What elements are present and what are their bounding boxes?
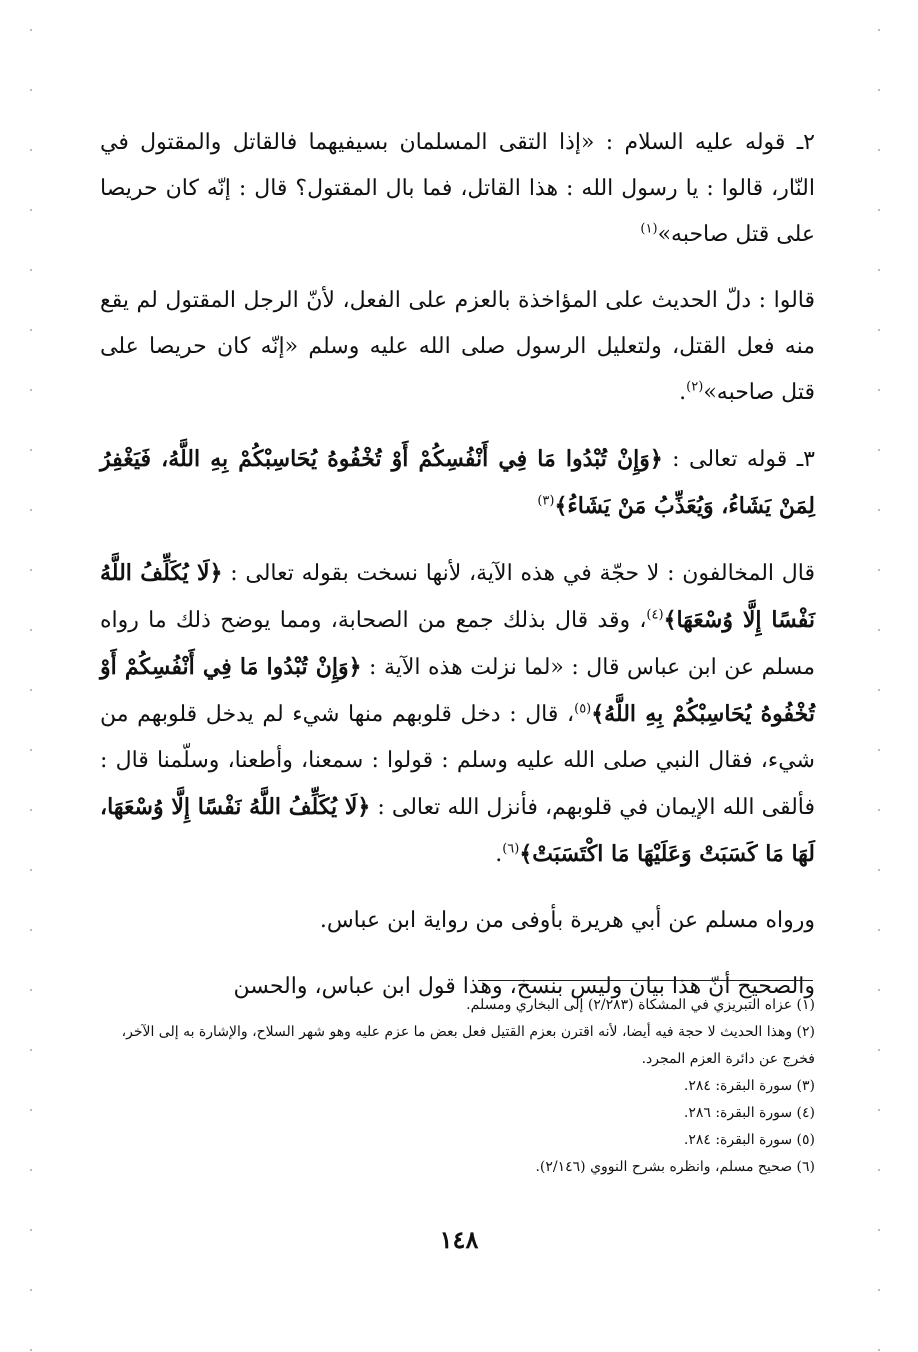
footnote-4: (٤) سورة البقرة: ٢٨٦. xyxy=(683,1105,815,1121)
paragraph-text: . xyxy=(495,842,503,867)
paragraph-text: ٢ـ قوله عليه السلام : «إذا التقى المسلمان بسيفيهما فالقاتل والمقتول في النّار، قالوا : يا رسول الله : هذا القاتل، فما بال المقتول؟ قال : إنّه كان حريصا على قتل صاحبه» xyxy=(100,130,815,247)
scan-margin-dots-left xyxy=(22,0,40,1352)
paragraph-text: ورواه مسلم عن أبي هريرة بأوفى من رواية ابن عباس. xyxy=(319,908,815,933)
paragraph-2 xyxy=(100,278,815,416)
footnote-3: (٣) سورة البقرة: ٢٨٤. xyxy=(683,1078,815,1094)
paragraph-3 xyxy=(100,436,815,530)
paragraph-text: قال المخالفون : لا حجّة في هذه الآية، لأنها نسخت بقوله تعالى : xyxy=(222,561,815,586)
footnote-marker: (٢) xyxy=(686,379,704,395)
quran-verse: ﴿لَا يُكَلِّفُ اللَّهُ نَفْسًا إِلَّا وُسْعَهَا﴾ xyxy=(100,560,815,633)
footnote-2: (٢) وهذا الحديث لا حجة فيه أيضا، لأنه اقترن بعزم القتيل فعل بعض ما عزم عليه وهو شهر السلاح، والإشارة به إلى الآخر، فخرج عن دائرة العزم المجرد. xyxy=(121,1024,815,1067)
page-number: ١٤٨ xyxy=(439,1225,479,1254)
paragraph-text: . xyxy=(679,380,687,405)
quran-verse: ﴿لَا يُكَلِّفُ اللَّهُ نَفْسًا إِلَّا وُسْعَهَا، لَهَا مَا كَسَبَتْ وَعَلَيْهَا مَا اكْتَسَبَتْ﴾ xyxy=(100,794,815,867)
paragraph-text: والصحيح أنّ هذا بيان وليس بنسخ، وهذا قول ابن عباس، والحسن xyxy=(233,974,815,999)
footnote-marker: (٦) xyxy=(502,841,520,857)
footnote-marker: (٤) xyxy=(646,607,664,623)
footnote-6: (٦) صحيح مسلم، وانظره بشرح النووي (٢/١٤٦). xyxy=(535,1159,815,1175)
paragraph-text: قالوا : دلّ الحديث على المؤاخذة بالعزم على الفعل، لأنّ الرجل المقتول لم يقع منه فعل القتل، ولتعليل الرسول صلى الله عليه وسلم «إنّه كان حريصا على قتل صاحبه» xyxy=(100,288,815,405)
footnote-divider xyxy=(478,980,813,981)
main-text xyxy=(100,120,815,1030)
paragraph-5 xyxy=(100,898,815,944)
footnote-1: (١) عزاه التبريزي في المشكاة (٢/٢٨٣) إلى البخاري ومسلم. xyxy=(466,997,815,1013)
footnote-marker: (١) xyxy=(640,221,658,237)
scan-margin-dots-right xyxy=(870,0,888,1352)
paragraph-1 xyxy=(100,120,815,258)
quran-verse: ﴿وَإِنْ تُبْدُوا مَا فِي أَنْفُسِكُمْ أَوْ تُخْفُوهُ يُحَاسِبْكُمْ بِهِ اللَّهُ﴾ xyxy=(100,654,815,727)
paragraph-4 xyxy=(100,550,815,878)
footnotes xyxy=(100,992,815,1181)
footnote-5: (٥) سورة البقرة: ٢٨٤. xyxy=(683,1132,815,1148)
footnote-marker: (٥) xyxy=(574,701,592,717)
paragraph-text: ٣ـ قوله تعالى : xyxy=(662,447,815,472)
quran-verse: ﴿وَإِنْ تُبْدُوا مَا فِي أَنْفُسِكُمْ أَوْ تُخْفُوهُ يُحَاسِبْكُمْ بِهِ اللَّهُ، فَيَغْفِرُ لِمَنْ يَشَاءُ، وَيُعَذِّبُ مَنْ يَشَاءُ﴾ xyxy=(100,446,815,519)
paragraph-text: ، قال : دخل قلوبهم منها شيء لم يدخل قلوبهم من شيء، فقال النبي صلى الله عليه وسلم : قولوا : سمعنا، وأطعنا، وسلّمنا قال : فألقى الله الإيمان في قلوبهم، فأنزل الله تعالى : xyxy=(100,702,816,820)
footnote-marker: (٣) xyxy=(537,493,555,509)
paragraph-text: ، وقد قال بذلك جمع من الصحابة، ومما يوضح ذلك ما رواه مسلم عن ابن عباس قال : «لما نزلت هذه الآية : xyxy=(100,608,816,680)
